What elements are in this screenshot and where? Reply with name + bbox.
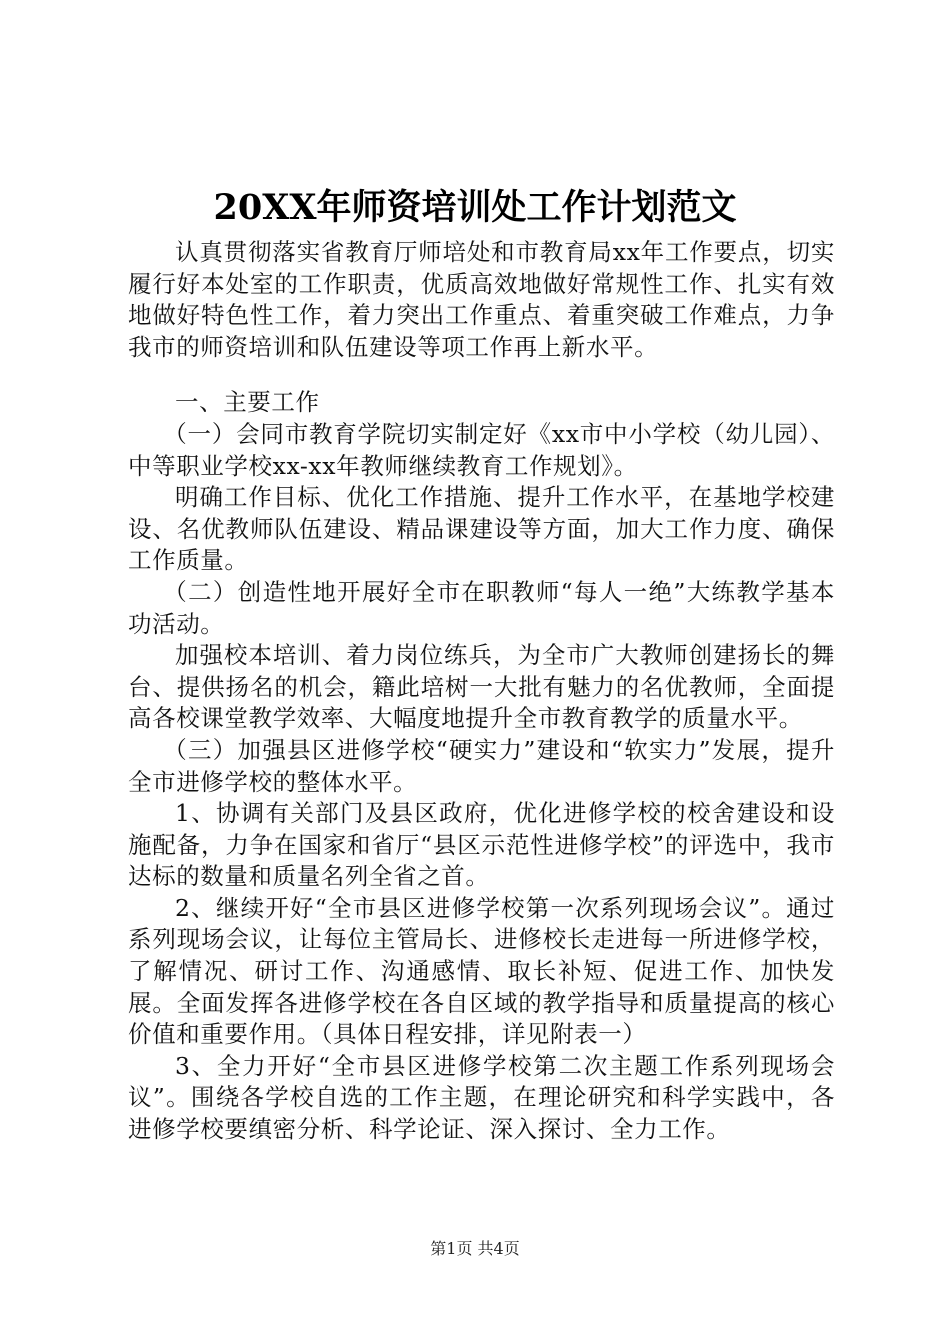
paragraph-item-3: （三）加强县区进修学校“硬实力”建设和“软实力”发展，提升全市进修学校的整体水平。 xyxy=(128,735,835,796)
paragraph-item-2: （二）创造性地开展好全市在职教师“每人一绝”大练教学基本功活动。 xyxy=(128,577,835,638)
paragraph-item-1-detail: 明确工作目标、优化工作措施、提升工作水平，在基地学校建设、名优教师队伍建设、精品课建设等方面，加大工作力度、确保工作质量。 xyxy=(128,483,835,575)
document-title: 20XX年师资培训处工作计划范文 xyxy=(213,187,737,228)
page-footer: 第1页 共4页 xyxy=(430,1239,520,1258)
paragraph-subitem-1: 1、协调有关部门及县区政府，优化进修学校的校舍建设和设施配备，力争在国家和省厅“县区示范性进修学校”的评选中，我市达标的数量和质量名列全省之首。 xyxy=(128,799,835,891)
paragraph-subitem-2: 2、继续开好“全市县区进修学校第一次系列现场会议”。通过系列现场会议，让每位主管局长、进修校长走进每一所进修学校，了解情况、研讨工作、沟通感情、取长补短、促进工作、加快发展。全面发挥各进修学校在各自区域的教学指导和质量提高的核心价值和重要作用。（具体日程安排，详见附表一） xyxy=(128,893,835,1049)
paragraph-intro: 认真贯彻落实省教育厅师培处和市教育局xx年工作要点，切实履行好本处室的工作职责，优质高效地做好常规性工作、扎实有效地做好特色性工作，着力突出工作重点、着重突破工作难点，力争我市的师资培训和队伍建设等项工作再上新水平。 xyxy=(128,238,835,361)
section-heading-main-work: 一、主要工作 xyxy=(175,388,320,417)
paragraph-subitem-3: 3、全力开好“全市县区进修学校第二次主题工作系列现场会议”。围绕各学校自选的工作主题，在理论研究和科学实践中，各进修学校要缜密分析、科学论证、深入探讨、全力工作。 xyxy=(128,1051,835,1144)
document-body xyxy=(128,237,835,1146)
paragraph-item-1: （一）会同市教育学院切实制定好《xx市中小学校（幼儿园）、中等职业学校xx-xx年教师继续教育工作规划》。 xyxy=(128,419,835,480)
paragraph-item-2-detail: 加强校本培训、着力岗位练兵，为全市广大教师创建扬长的舞台、提供扬名的机会，籍此培树一大批有魅力的名优教师，全面提高各校课堂教学效率、大幅度地提升全市教育教学的质量水平。 xyxy=(128,641,835,733)
